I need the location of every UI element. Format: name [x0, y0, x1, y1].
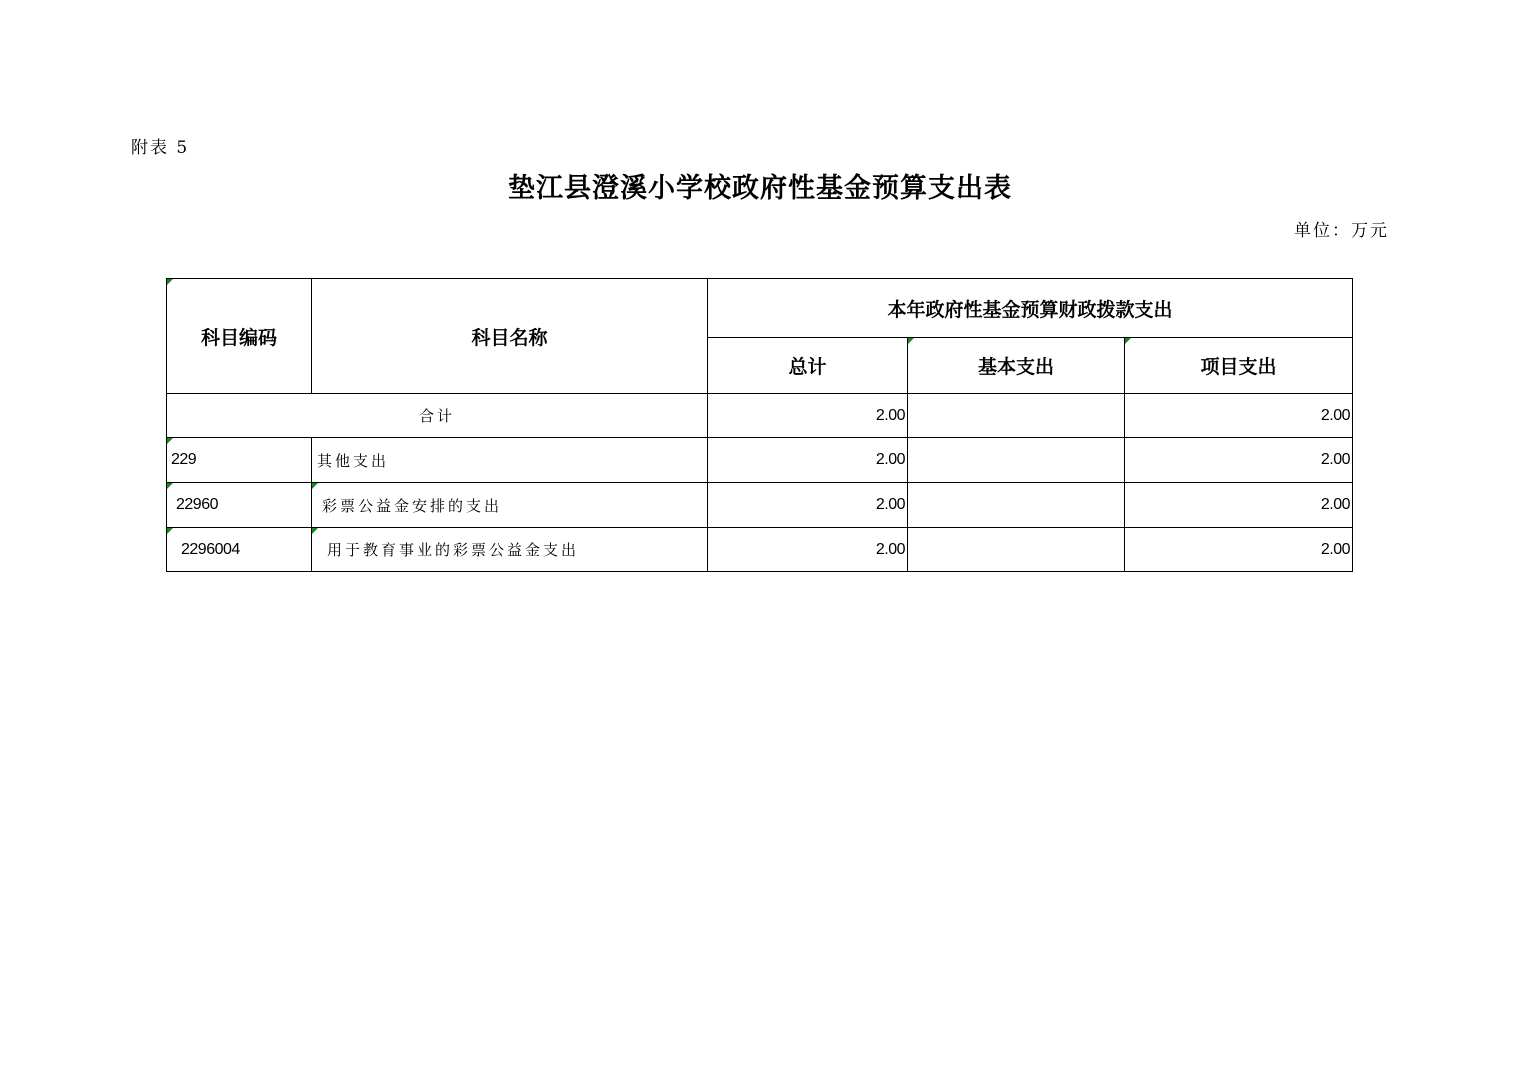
summary-basic	[908, 394, 1125, 438]
cell-marker-icon	[312, 528, 318, 534]
row-project: 2.00	[1125, 438, 1353, 483]
row-basic	[908, 528, 1125, 572]
cell-marker-icon	[312, 483, 318, 489]
row-code: 2296004	[167, 528, 312, 572]
cell-marker-icon	[908, 338, 914, 344]
unit-label: 单位：万元	[1294, 221, 1389, 241]
row-name: 彩票公益金安排的支出	[312, 483, 708, 528]
summary-row	[167, 394, 1353, 438]
table-row	[167, 528, 1353, 572]
table-row	[167, 483, 1353, 528]
row-basic	[908, 483, 1125, 528]
cell-marker-icon	[167, 483, 173, 489]
row-name: 用于教育事业的彩票公益金支出	[312, 528, 708, 572]
summary-label: 合计	[167, 394, 708, 438]
row-total: 2.00	[708, 438, 908, 483]
row-code: 22960	[167, 483, 312, 528]
cell-marker-icon	[167, 279, 173, 285]
header-name: 科目名称	[312, 279, 708, 394]
row-project: 2.00	[1125, 528, 1353, 572]
row-total: 2.00	[708, 528, 908, 572]
summary-project: 2.00	[1125, 394, 1353, 438]
cell-marker-icon	[167, 528, 173, 534]
row-basic	[908, 438, 1125, 483]
row-name: 其他支出	[312, 438, 708, 483]
row-total: 2.00	[708, 483, 908, 528]
cell-marker-icon	[1125, 338, 1131, 344]
header-project: 项目支出	[1125, 338, 1353, 394]
row-project: 2.00	[1125, 483, 1353, 528]
header-total: 总计	[708, 338, 908, 394]
header-group: 本年政府性基金预算财政拨款支出	[708, 279, 1353, 338]
row-code: 229	[167, 438, 312, 483]
table-row	[167, 438, 1353, 483]
annex-label: 附表 5	[131, 138, 190, 158]
page-title: 垫江县澄溪小学校政府性基金预算支出表	[508, 173, 1012, 204]
header-basic: 基本支出	[908, 338, 1125, 394]
cell-marker-icon	[167, 438, 173, 444]
summary-total: 2.00	[708, 394, 908, 438]
fund-expenditure-table	[166, 278, 1353, 572]
header-code: 科目编码	[167, 279, 312, 394]
